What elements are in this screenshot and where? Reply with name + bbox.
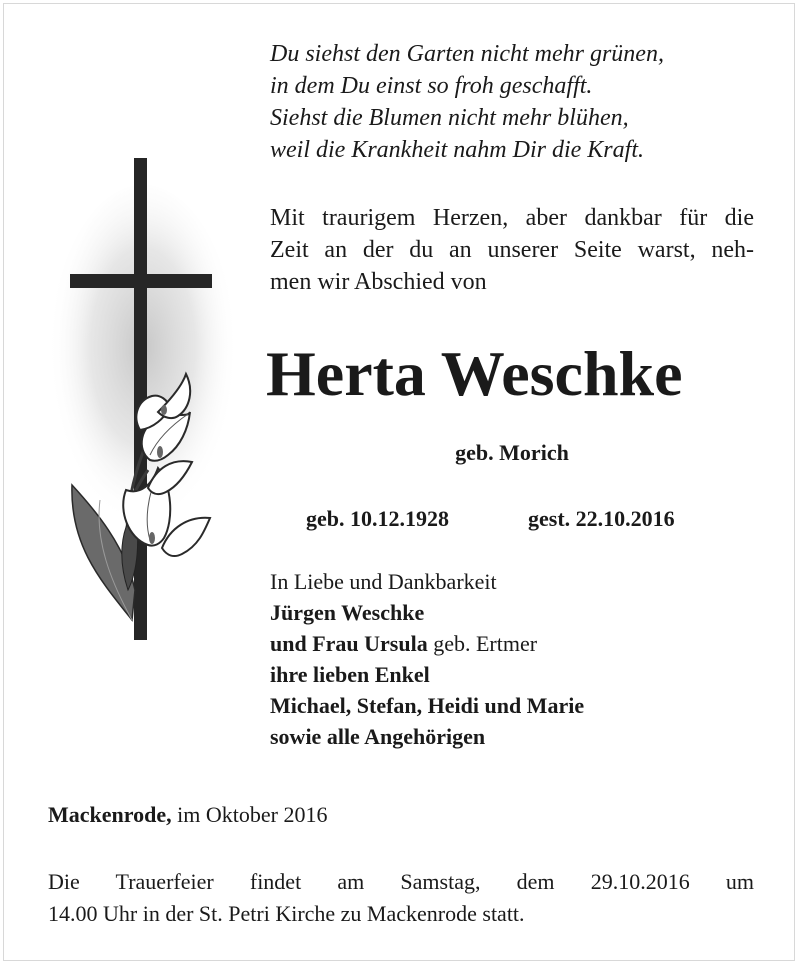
mourner-maiden-name: geb. Ertmer [427, 631, 538, 656]
poem-line: Du siehst den Garten nicht mehr grünen, [270, 41, 664, 67]
intro-line: Zeit an der du an unserer Seite warst, neh- [270, 237, 754, 263]
funeral-info [48, 866, 754, 930]
place-and-date [48, 800, 748, 830]
intro-line: men wir Abschied von [270, 269, 487, 295]
maiden-name: geb. Morich [455, 440, 569, 465]
lily-spadix [157, 446, 163, 458]
mourners-line: sowie alle Angehörigen [270, 724, 486, 749]
intro-line: Mit traurigem Herzen, aber dankbar für die [270, 205, 754, 231]
mourner-name: Jürgen Weschke [270, 600, 425, 625]
mourners-line: In Liebe und Dankbarkeit [270, 569, 497, 594]
lily-spadix [149, 532, 155, 544]
funeral-line: Die Trauerfeier findet am Samstag, dem 29.10.2016 um [48, 869, 754, 894]
place-town: Mackenrode, [48, 802, 172, 827]
poem-line: weil die Krankheit nahm Dir die Kraft. [270, 137, 644, 163]
memorial-poem [270, 38, 770, 166]
death-date: gest. 22.10.2016 [528, 506, 675, 531]
funeral-line: 14.00 Uhr in der St. Petri Kirche zu Mackenrode statt. [48, 901, 525, 926]
mourners-line: ihre lieben Enkel [270, 662, 430, 687]
poem-line: in dem Du einst so froh geschafft. [270, 73, 593, 99]
cross-with-calla-lilies-icon [40, 150, 260, 650]
cross-horizontal-beam [70, 274, 212, 288]
place-date: im Oktober 2016 [171, 802, 328, 827]
farewell-intro [270, 202, 754, 298]
poem-line: Siehst die Blumen nicht mehr blühen, [270, 105, 629, 131]
lily-spadix [161, 405, 167, 415]
birth-date: geb. 10.12.1928 [306, 506, 449, 531]
mourner-name: und Frau Ursula [270, 631, 428, 656]
mourner-names: Michael, Stefan, Heidi und Marie [270, 693, 585, 718]
deceased-name: Herta Weschke [266, 338, 683, 409]
mourners-list [270, 566, 770, 752]
